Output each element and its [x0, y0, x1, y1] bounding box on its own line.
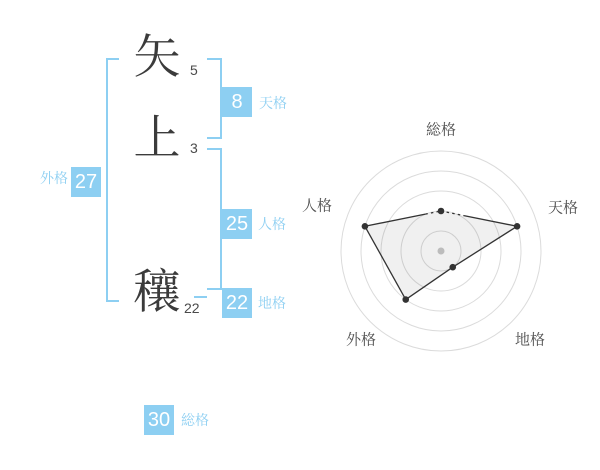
- stroke-count-1: 5: [190, 62, 198, 78]
- radar-area: [365, 211, 517, 300]
- chikaku-tick: [194, 296, 207, 298]
- radar-point: [362, 223, 369, 230]
- chikaku-label: 地格: [258, 295, 286, 311]
- tenkaku-value-box: 8: [222, 87, 252, 117]
- jinkaku-label: 人格: [258, 216, 286, 232]
- radar-point: [514, 223, 521, 230]
- soukaku-label: 総格: [181, 412, 209, 428]
- chikaku-value-box: 22: [222, 288, 252, 318]
- radar-axis-label: 総格: [425, 121, 457, 139]
- tenkaku-label: 天格: [259, 95, 287, 111]
- radar-axis-label: 地格: [514, 331, 546, 349]
- stroke-count-2: 3: [190, 140, 198, 156]
- jinkaku-bracket: [207, 148, 222, 290]
- gaikaku-value-box: 27: [71, 167, 101, 197]
- stroke-count-3: 22: [184, 300, 200, 316]
- name-char-2: 上: [133, 111, 181, 164]
- name-char-1: 矢: [133, 30, 181, 83]
- radar-axis-label: 人格: [301, 197, 333, 215]
- gaikaku-label: 外格: [40, 170, 68, 186]
- radar-point: [449, 264, 456, 271]
- tenkaku-bracket: [207, 58, 222, 139]
- radar-axis-label: 天格: [547, 199, 579, 217]
- radar-chart: [290, 110, 590, 360]
- jinkaku-value-box: 25: [222, 209, 252, 239]
- radar-point: [438, 208, 445, 215]
- soukaku-value-box: 30: [144, 405, 174, 435]
- radar-axis-label: 外格: [345, 331, 377, 349]
- radar-point: [402, 296, 409, 303]
- name-char-3: 穰: [133, 265, 181, 318]
- gaikaku-bracket: [106, 58, 119, 302]
